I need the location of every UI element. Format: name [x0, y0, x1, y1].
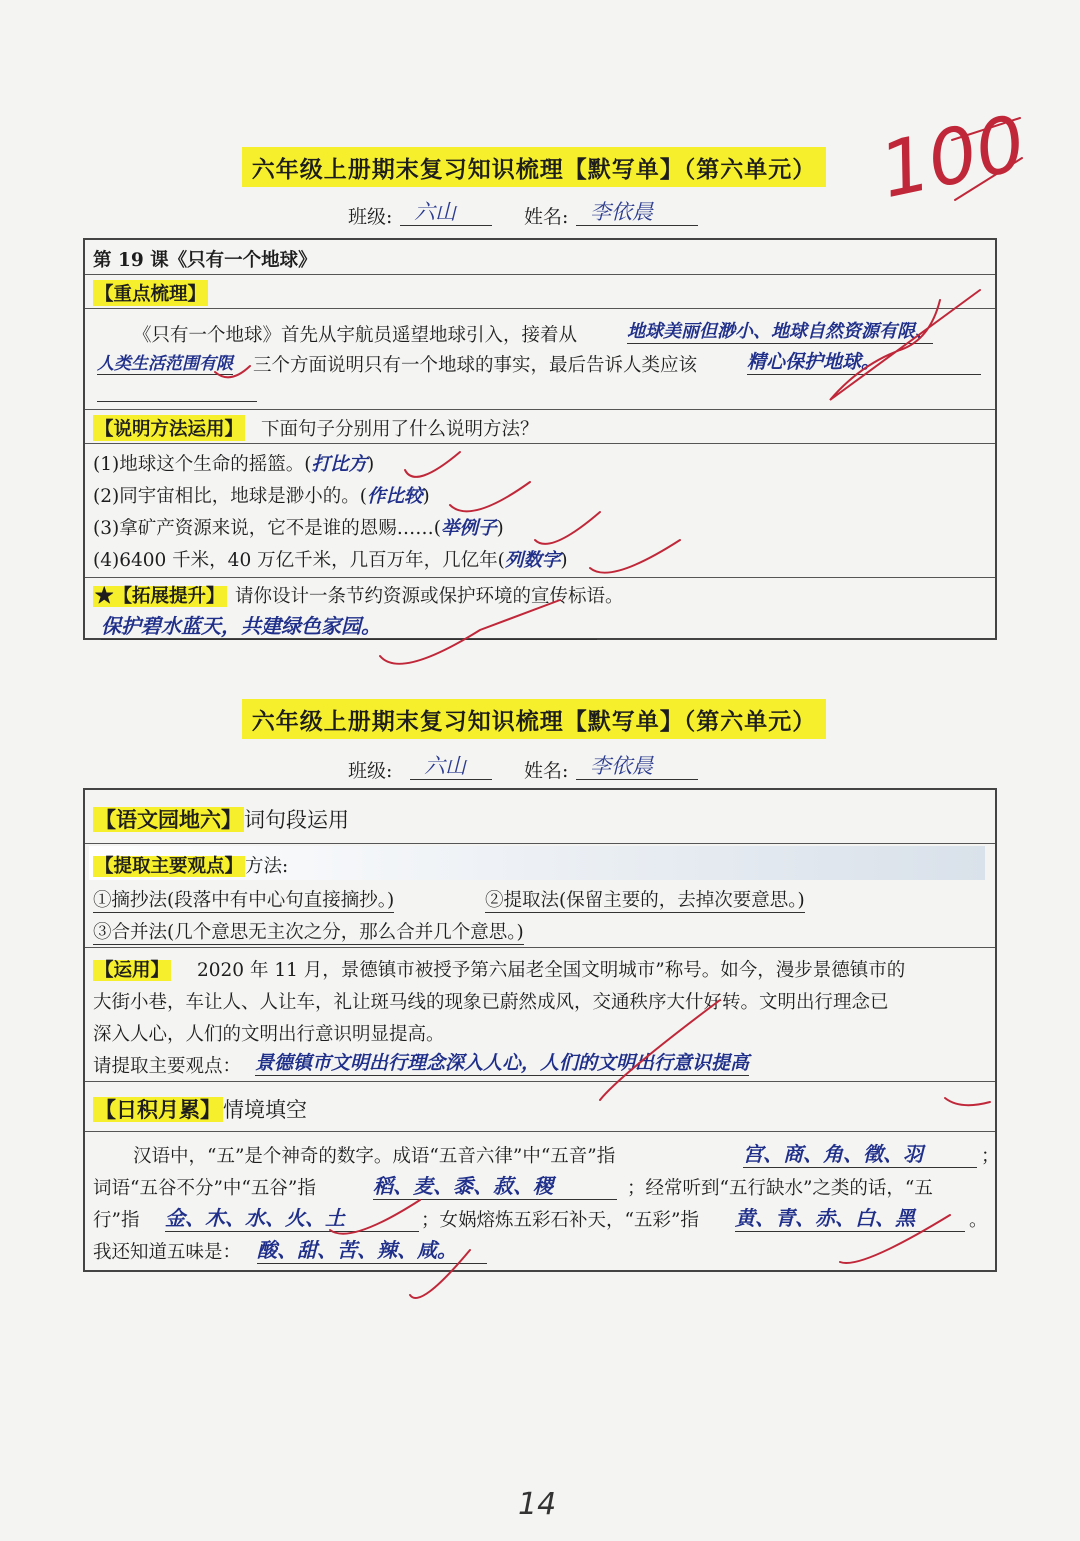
key-answer3: 精心保护地球。 — [747, 347, 981, 375]
extend-answer: 保护碧水蓝天，共建绿色家园。 — [101, 610, 597, 640]
fill-line3-c: 。 — [969, 1210, 988, 1231]
class-label: 班级: — [348, 206, 393, 228]
method-summary-3: ③合并法(几个意思无主次之分，那么合并几个意思。) — [93, 918, 524, 945]
fill-answer-3: 金、木、水、火、土 — [165, 1202, 419, 1232]
extract-heading — [93, 852, 288, 878]
fill-line4-a: 我还知道五味是： — [93, 1242, 242, 1263]
key-answer1: 地球美丽但渺小、地球自然资源有限、 — [627, 317, 933, 344]
method-item-1: (1)地球这个生命的摇篮。(打比方) — [93, 454, 375, 475]
fill-answer-2: 稻、麦、黍、菽、稷 — [373, 1170, 617, 1200]
page-number: 14 — [518, 1487, 557, 1522]
class-value: 六山 — [410, 750, 492, 780]
garden-heading — [93, 804, 349, 834]
method-item-4: (4)6400 千米，40 万亿千米，几百万年，几亿年(列数字) — [93, 550, 568, 571]
method-tag-row — [85, 410, 995, 444]
extend-question: 请你设计一条节约资源或保护环境的宣传标语。 — [235, 586, 624, 607]
name-label: 姓名: — [524, 760, 569, 782]
method-item-2: (2)同宇宙相比，地球是渺小的。(作比较) — [93, 486, 430, 507]
key-line2: 三个方面说明只有一个地球的事实，最后告诉人类应该 — [253, 355, 698, 376]
lesson-title: 第 19 课《只有一个地球》 — [93, 250, 317, 271]
name-value: 李依晨 — [576, 750, 698, 780]
fill-answer-4: 黄、青、赤、白、黑 — [735, 1202, 965, 1232]
key-content-row — [85, 309, 995, 410]
use-tag: 【运用】 — [95, 960, 170, 981]
fill-row — [85, 1132, 1000, 1270]
method-question: 下面句子分别用了什么说明方法？ — [261, 419, 539, 440]
key-tag: 【重点梳理】 — [93, 280, 208, 306]
extend-tag-wrap — [93, 582, 227, 608]
daily-tag: 【日积月累】 — [95, 1097, 221, 1122]
sheet2-meta — [0, 750, 1080, 786]
method-tag: 【说明方法运用】 — [93, 415, 245, 441]
name-label: 姓名: — [524, 206, 569, 228]
sheet1-title: 六年级上册期末复习知识梳理【默写单】（第六单元） — [242, 147, 826, 187]
fill-line2-b: ；经常听到“五行缺水”之类的话，“五 — [627, 1178, 933, 1199]
score-mark: 100 — [872, 97, 1033, 216]
class-label: 班级: — [348, 760, 393, 782]
garden-tag: 【语文园地六】 — [95, 807, 242, 832]
daily-heading — [93, 1094, 307, 1124]
extend-row — [85, 578, 995, 638]
method-item-3: (3)拿矿产资源来说，它不是谁的恩赐……(举例子) — [93, 518, 504, 539]
key-answer2: 人类生活范围有限 — [97, 349, 233, 375]
daily-row — [85, 1082, 995, 1132]
use-tag-wrap — [93, 956, 171, 982]
fill-line2-a: 词语“五谷不分”中“五谷”指 — [93, 1178, 316, 1199]
extract-row — [85, 844, 995, 948]
fill-line1-a: 汉语中，“五”是个神奇的数字。成语“五音六律”中“五音”指 — [133, 1146, 616, 1167]
daily-title: 情境填空 — [223, 1098, 307, 1122]
use-line3: 深入人心，人们的文明出行意识明显提高。 — [93, 1024, 445, 1045]
key-line1: 《只有一个地球》首先从宇航员遥望地球引入，接着从 — [133, 325, 578, 346]
class-value: 六山 — [400, 196, 492, 226]
method-list-row — [85, 444, 995, 578]
extract-tag: 【提取主要观点】 — [95, 856, 244, 877]
key-tag-row — [85, 275, 995, 309]
use-row — [85, 948, 995, 1082]
use-prompt: 请提取主要观点： — [93, 1056, 242, 1077]
extract-title: 方法: — [245, 856, 289, 877]
garden-title: 词句段运用 — [244, 808, 349, 832]
use-answer: 景德镇市文明出行理念深入人心，人们的文明出行意识提高 — [255, 1048, 749, 1076]
fill-answer-1: 宫、商、角、徵、羽 — [743, 1138, 977, 1168]
sheet2-table — [83, 788, 1000, 1272]
use-line2: 大街小巷，车让人、人让车，礼让斑马线的现象已蔚然成风，交通秩序大什好转。文明出行理念已 — [93, 992, 889, 1013]
garden-row — [85, 790, 995, 844]
sheet2-title: 六年级上册期末复习知识梳理【默写单】（第六单元） — [242, 699, 826, 739]
fill-line1-b: ； — [981, 1146, 1000, 1167]
method-summary-1: ①摘抄法(段落中有中心句直接摘抄。) — [93, 886, 394, 913]
name-value: 李依晨 — [576, 196, 698, 226]
fill-line3-a: 行”指 — [93, 1210, 140, 1231]
use-line1: 2020 年 11 月，景德镇市被授予第六届老全国文明城市”称号。如今，漫步景德镇市的 — [197, 960, 906, 981]
method-summary-2: ②提取法(保留主要的，去掉次要意思。) — [485, 886, 805, 913]
fill-answer-5: 酸、甜、苦、辣、咸。 — [257, 1234, 487, 1264]
fill-line3-b: ；女娲熔炼五彩石补天，“五彩”指 — [421, 1210, 699, 1231]
key-blank-line — [97, 401, 257, 402]
extend-tag: ★【拓展提升】 — [95, 586, 225, 607]
lesson-row — [85, 240, 995, 275]
sheet1-table — [83, 238, 997, 640]
